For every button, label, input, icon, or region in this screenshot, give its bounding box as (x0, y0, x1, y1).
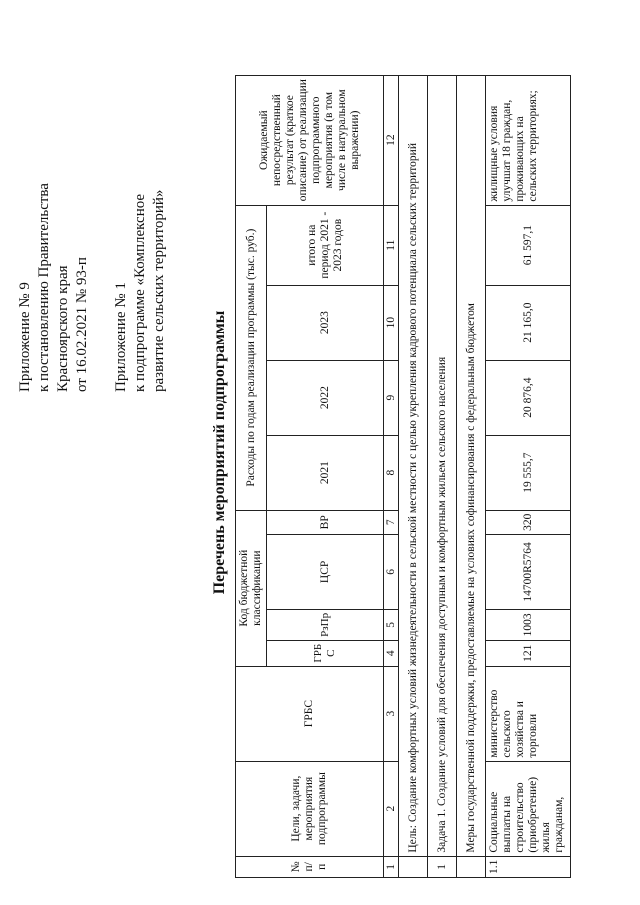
subprogram-header (112, 190, 169, 392)
measures-table (235, 75, 571, 878)
col-header-2023: 2023 (267, 285, 384, 360)
header-line: развитие сельских территорий» (151, 189, 167, 392)
header-line: к подпрограмме «Комплексное (132, 193, 148, 392)
column-number: 6 (384, 534, 399, 609)
row-2022: 20 876,4 (486, 360, 571, 435)
task-row (428, 75, 457, 877)
col-header-2021: 2021 (267, 435, 384, 510)
col-header-goals: Цели, задачи, мероприятия подпрограммы (236, 761, 384, 856)
column-number: 3 (384, 666, 399, 761)
col-header-vr: ВР (267, 510, 384, 534)
column-number: 4 (384, 640, 399, 666)
row-number: 1.1 (486, 856, 571, 877)
column-number: 9 (384, 360, 399, 435)
header-row (236, 75, 267, 877)
task-number: 1 (428, 856, 457, 877)
row-grbs-code: 121 (486, 640, 571, 666)
task-text: Задача 1. Создание условий для обеспечения доступным и комфортным жильем сельского населения (428, 75, 457, 856)
row-2021: 19 555,7 (486, 435, 571, 510)
column-number: 2 (384, 761, 399, 856)
column-number: 11 (384, 205, 399, 285)
row-grbs: министерство сельского хозяйства и торговли (486, 666, 571, 761)
column-number: 8 (384, 435, 399, 510)
column-number-row (384, 75, 399, 877)
col-header-budget-code: Код бюджетной классификации (236, 510, 267, 666)
column-number: 5 (384, 609, 399, 640)
column-number: 10 (384, 285, 399, 360)
row-vr: 320 (486, 510, 571, 534)
header-line: Приложение № 9 (17, 282, 33, 392)
row-name: Социальные выплаты на строительство (приобретение) жилья гражданам, (486, 761, 571, 856)
annex-header (16, 183, 92, 392)
goal-text: Цель: Создание комфортных условий жизнедеятельности в сельской местности с целью укрепления кадрового потенциала сельских территорий (399, 75, 428, 856)
row-csr: 14700R5764 (486, 534, 571, 609)
col-header-grbs-code: ГРБ С (267, 640, 384, 666)
row-rzpr: 1003 (486, 609, 571, 640)
row-2023: 21 165,0 (486, 285, 571, 360)
header-line: Приложение № 1 (113, 282, 129, 392)
header-line: к постановлению Правительства (36, 183, 52, 392)
row-total: 61 597,1 (486, 205, 571, 285)
document-title: Перечень мероприятий подпрограммы (211, 310, 228, 595)
column-number: 12 (384, 75, 399, 205)
col-header-total: итого на период 2021 - 2023 годов (267, 205, 384, 285)
header-line: от 16.02.2021 № 93-п (74, 257, 90, 392)
goal-row (399, 75, 428, 877)
table-row (486, 75, 571, 877)
col-header-2022: 2022 (267, 360, 384, 435)
column-number: 7 (384, 510, 399, 534)
col-header-expenses: Расходы по годам реализации программы (тыс. руб.) (236, 205, 267, 510)
col-header-grbs: ГРБС (236, 666, 384, 761)
col-header-result: Ожидаемый непосредственный результат (краткое описание) от реализации подпрограммного мероприятия (в том числе в натуральном выражении) (236, 75, 384, 205)
col-header-rzpr: РзПр (267, 609, 384, 640)
header-line: Красноярского края (55, 265, 71, 392)
col-header-num: № п/п (236, 856, 384, 877)
column-number: 1 (384, 856, 399, 877)
measures-row (457, 75, 486, 877)
measures-text: Меры государственной поддержки, предоставляемые на условиях софинансирования с федеральным бюджетом (457, 75, 486, 856)
row-result: жилищные условия улучшат 18 граждан, проживающих на сельских территориях; (486, 75, 571, 205)
col-header-csr: ЦСР (267, 534, 384, 609)
